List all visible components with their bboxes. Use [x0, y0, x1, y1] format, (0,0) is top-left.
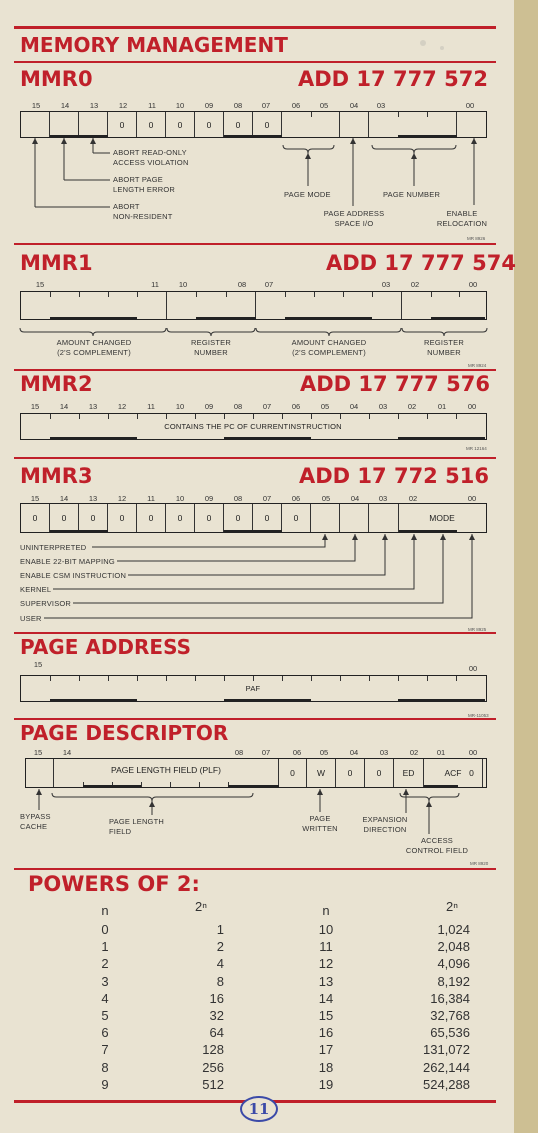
bit-number: 03 [378, 494, 388, 503]
amount-changed-label: AMOUNT CHANGED (2'S COMPLEMENT) [56, 338, 132, 357]
bit-number: 13 [88, 402, 98, 411]
page-descriptor-heading: PAGE DESCRIPTOR [20, 721, 229, 745]
bit-number: 02 [408, 494, 418, 503]
bit-number: 07 [261, 748, 271, 757]
mmr3-bit14: 0 [50, 504, 79, 532]
expansion-direction-label: EXPANSION DIRECTION [362, 815, 408, 834]
n-cell: 5 [101, 1008, 109, 1023]
mmr3-bit13: 0 [79, 504, 108, 532]
page-title: MEMORY MANAGEMENT [20, 33, 288, 57]
access-control-label: ACCESS CONTROL FIELD [405, 836, 469, 855]
bit-number: 04 [349, 101, 359, 110]
bit-number: 14 [59, 494, 69, 503]
mmr3-bit08: 0 [224, 504, 253, 532]
bit-number: 03 [381, 280, 391, 289]
bit-number: 09 [204, 402, 214, 411]
n-cell: 16 [318, 1025, 334, 1041]
figure-code: MR 8926 [467, 236, 486, 241]
bit-number: 02 [409, 748, 419, 757]
pow-cell: 64 [209, 1025, 224, 1041]
mmr0-bit10: 0 [166, 112, 195, 137]
bit-number: 05 [321, 494, 331, 503]
enable-22bit-label: ENABLE 22-BIT MAPPING [20, 557, 115, 566]
pow-cell: 131,072 [423, 1042, 470, 1058]
bit-number: 06 [291, 101, 301, 110]
enable-relocation-label: ENABLE RELOCATION [436, 209, 488, 228]
abort-length-label: ABORT PAGE LENGTH ERROR [113, 175, 175, 194]
n-cell: 17 [318, 1042, 334, 1058]
bit-number: 11 [148, 101, 156, 110]
pd-bit05: 0 [336, 759, 365, 787]
bit-number: 02 [407, 402, 417, 411]
bit-number: 12 [118, 101, 128, 110]
rule [14, 868, 496, 870]
mmr3-bit12: 0 [108, 504, 137, 532]
mmr3-bit06: 0 [282, 504, 311, 532]
pd-acf-field: ACF [424, 759, 483, 787]
bit-number: 00 [465, 101, 475, 110]
mmr3-address: ADD 17 772 516 [299, 464, 489, 488]
uninterpreted-label: UNINTERPRETED [20, 543, 87, 552]
bit-number: 15 [33, 660, 43, 669]
pow-cell: 32,768 [430, 1008, 470, 1023]
bit-number: 00 [467, 402, 477, 411]
pow-cell: 65,536 [430, 1025, 470, 1041]
bit-number: 15 [33, 748, 43, 757]
bit-number: 00 [467, 494, 477, 503]
mmr3-heading: MMR3 [20, 464, 93, 488]
paf-label: PAF [245, 684, 261, 693]
mmr2-heading: MMR2 [20, 372, 93, 396]
abort-nonresident-label: ABORT NON-RESIDENT [113, 202, 173, 221]
n-cell: 12 [318, 956, 334, 972]
bit-number: 08 [233, 101, 243, 110]
bit-number: 08 [233, 494, 243, 503]
n-cell: 7 [101, 1042, 109, 1058]
n-cell: 14 [318, 990, 334, 1006]
bit-number: 12 [117, 494, 127, 503]
bit-number: 13 [89, 101, 99, 110]
bit-number: 07 [261, 101, 271, 110]
plf-label: PAGE LENGTH FIELD [109, 817, 164, 836]
mmr0-bit09: 0 [195, 112, 224, 137]
pow-cell: 32 [209, 1008, 224, 1023]
mmr3-mode-field: MODE [429, 513, 455, 523]
plf-field: PAGE LENGTH FIELD (PLF) [54, 759, 279, 787]
n-cell: 19 [318, 1076, 334, 1092]
bit-number: 00 [468, 664, 478, 673]
bit-number: 11 [147, 494, 155, 503]
kernel-label: KERNEL [20, 585, 52, 594]
bit-number: 00 [468, 280, 478, 289]
page-number-badge: 11 [240, 1096, 278, 1122]
mmr3-bit09: 0 [195, 504, 224, 532]
abort-readonly-label: ABORT READ-ONLY ACCESS VIOLATION [113, 148, 189, 167]
n-cell: 15 [318, 1008, 334, 1023]
bit-number: 05 [319, 101, 329, 110]
bit-number: 15 [30, 402, 40, 411]
pow-cell: 4,096 [437, 956, 470, 972]
pow-cell: 1,024 [437, 922, 470, 937]
bit-number: 06 [291, 402, 301, 411]
mmr0-bit08: 0 [224, 112, 253, 137]
bit-number: 06 [292, 748, 302, 757]
enable-csm-label: ENABLE CSM INSTRUCTION [20, 571, 127, 580]
bit-number: 05 [319, 748, 329, 757]
pd-written-bit: W [307, 759, 336, 787]
supervisor-label: SUPERVISOR [20, 599, 72, 608]
n-cell: 18 [318, 1059, 334, 1075]
bit-number: 15 [31, 101, 41, 110]
mmr3-bit11: 0 [137, 504, 166, 532]
bit-number: 07 [262, 494, 272, 503]
pow-cell: 512 [202, 1076, 224, 1092]
bit-number: 00 [468, 748, 478, 757]
bit-number: 03 [379, 748, 389, 757]
bit-number: 11 [147, 402, 155, 411]
n-cell: 4 [101, 990, 109, 1006]
bit-number: 07 [264, 280, 274, 289]
bit-number: 09 [204, 101, 214, 110]
col-header-2n: 2ⁿ [446, 899, 458, 914]
mmr1-address: ADD 17 777 574 [326, 251, 516, 275]
bit-number: 15 [30, 494, 40, 503]
n-cell: 0 [101, 922, 109, 937]
pow-cell: 1 [216, 922, 224, 937]
bit-number: 14 [62, 748, 72, 757]
bit-number: 08 [233, 402, 243, 411]
pow-cell: 16,384 [430, 990, 470, 1006]
pd-bit04: 0 [365, 759, 394, 787]
bit-number: 05 [320, 402, 330, 411]
n-cell: 13 [318, 973, 334, 989]
mmr2-contents-label: CONTAINS THE PC OF CURRENTINSTRUCTION [164, 422, 342, 431]
col-header-n: n [322, 903, 330, 918]
figure-code: MR 8920 [470, 861, 489, 866]
n-cell: 10 [318, 922, 334, 937]
bit-number: 09 [204, 494, 214, 503]
page-address-heading: PAGE ADDRESS [20, 635, 191, 659]
register-number-label: REGISTER NUMBER [424, 338, 464, 357]
pow-cell: 128 [202, 1042, 224, 1058]
n-cell: 9 [101, 1076, 109, 1092]
bypass-cache-label: BYPASS CACHE [20, 812, 51, 831]
pow-cell: 8,192 [437, 973, 470, 989]
bit-number: 01 [437, 402, 447, 411]
n-cell: 1 [101, 939, 109, 955]
mmr2-address: ADD 17 777 576 [300, 372, 490, 396]
figure-code: MR 8924 [468, 363, 487, 368]
figure-code: MR 8925 [468, 627, 487, 632]
bit-number: 02 [410, 280, 420, 289]
pow-cell: 524,288 [423, 1076, 470, 1092]
mmr0-bit07: 0 [253, 112, 282, 137]
bit-number: 14 [60, 101, 70, 110]
pow-cell: 2 [216, 939, 224, 955]
pd-expansion-bit: ED [394, 759, 424, 787]
n-cell: 6 [101, 1025, 109, 1041]
bit-number: 15 [35, 280, 45, 289]
col-header-n: n [101, 903, 109, 918]
col-header-2n: 2ⁿ [195, 899, 207, 914]
bit-number: 13 [88, 494, 98, 503]
mmr0-bit12: 0 [108, 112, 137, 137]
powers-heading: POWERS OF 2: [28, 872, 200, 896]
pow-cell: 256 [202, 1059, 224, 1075]
pd-bit00: 0 [469, 768, 474, 778]
mmr0-heading: MMR0 [20, 67, 93, 91]
figure-code: MR-11053 [468, 713, 489, 718]
bit-number: 10 [175, 494, 185, 503]
page-number-label: PAGE NUMBER [383, 190, 441, 199]
register-number-label: REGISTER NUMBER [191, 338, 231, 357]
bit-number: 12 [117, 402, 127, 411]
bit-number: 10 [175, 101, 185, 110]
mmr3-bit15: 0 [21, 504, 50, 532]
mmr0-bit11: 0 [137, 112, 166, 137]
bit-number: 08 [234, 748, 244, 757]
bit-number: 07 [262, 402, 272, 411]
pow-cell: 4 [216, 956, 224, 972]
bit-number: 10 [178, 280, 188, 289]
page-address-space-label: PAGE ADDRESS SPACE I/O [323, 209, 385, 228]
bit-number: 08 [237, 280, 247, 289]
pow-cell: 16 [209, 990, 224, 1006]
pow-cell: 8 [216, 973, 224, 989]
n-cell: 11 [319, 939, 333, 955]
mmr0-address: ADD 17 777 572 [298, 67, 488, 91]
mmr3-bit10: 0 [166, 504, 195, 532]
amount-changed-label: AMOUNT CHANGED (2'S COMPLEMENT) [291, 338, 367, 357]
mmr1-heading: MMR1 [20, 251, 93, 275]
page-mode-label: PAGE MODE [284, 190, 331, 199]
n-cell: 8 [101, 1059, 109, 1075]
page-written-label: PAGE WRITTEN [302, 814, 338, 833]
bit-number: 03 [376, 101, 386, 110]
user-label: USER [20, 614, 42, 623]
pow-cell: 262,144 [423, 1059, 470, 1075]
bit-number: 04 [349, 402, 359, 411]
pd-bit07: 0 [279, 759, 307, 787]
pow-cell: 2,048 [437, 939, 470, 955]
bit-number: 04 [349, 748, 359, 757]
n-cell: 3 [101, 973, 109, 989]
bit-number: 14 [59, 402, 69, 411]
bit-number: 06 [291, 494, 301, 503]
n-cell: 2 [101, 956, 109, 972]
mmr3-bit07: 0 [253, 504, 282, 532]
bit-number: 10 [175, 402, 185, 411]
bit-number: 11 [151, 280, 159, 289]
bit-number: 04 [350, 494, 360, 503]
bit-number: 03 [378, 402, 388, 411]
bit-number: 01 [436, 748, 446, 757]
figure-code: MR 12164 [466, 446, 487, 451]
